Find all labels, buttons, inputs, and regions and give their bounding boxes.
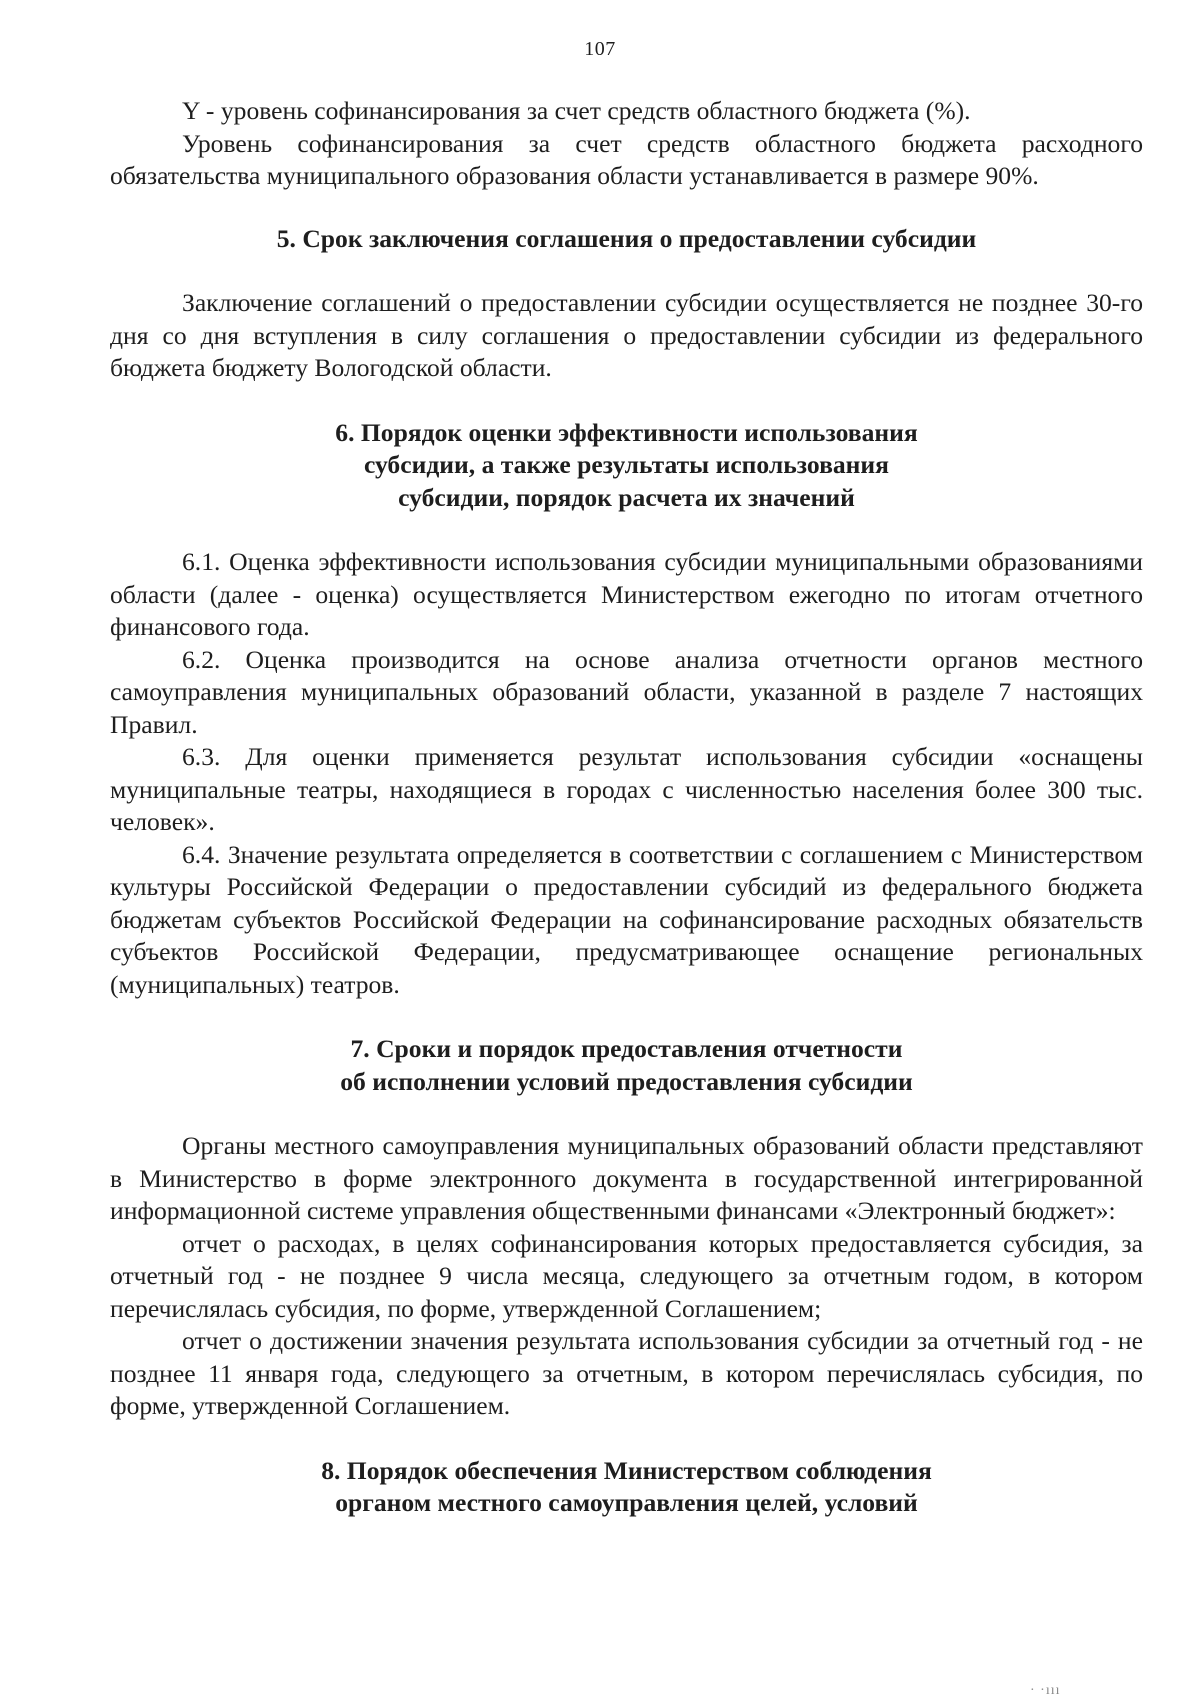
section-6-clause-6-3: 6.3. Для оценки применяется результат использования субсидии «оснащены муниципальные театры, находящиеся в городах с численностью населения более 300 тыс. человек». <box>110 742 1143 836</box>
document-body <box>110 95 1143 1520</box>
section-7-heading-line: 7. Сроки и порядок предоставления отчетности <box>350 1034 903 1063</box>
section-6-clause-6-4: 6.4. Значение результата определяется в соответствии с соглашением с Министерством культуры Российской Федерации о предоставлении субсидий из федерального бюджета бюджетам субъектов Российской Федерации на софинансирование расходных обязательств субъектов Российской Федерации, предусматривающее оснащение региональных (муниципальных) театров. <box>110 839 1143 999</box>
section-7-heading-line: об исполнении условий предоставления субсидии <box>340 1066 913 1096</box>
scan-artifact: · ·ııı <box>1030 1683 1061 1698</box>
section-6-heading-line: субсидии, а также результаты использования <box>363 450 890 479</box>
section-7-heading <box>110 1033 1143 1098</box>
page-number: 107 <box>584 38 616 60</box>
section-6-clause-6-2: 6.2. Оценка производится на основе анализа отчетности органов местного самоуправления муниципальных образований области, указанной в разделе 7 настоящих Правил. <box>110 644 1143 739</box>
section-5-paragraph-1: Заключение соглашений о предоставлении субсидии осуществляется не позднее 30-го дня со дня вступления в силу соглашения о предоставлении субсидии из федерального бюджета бюджету Вологодской области. <box>110 288 1143 382</box>
intro-paragraph-2: Уровень софинансирования за счет средств областного бюджета расходного обязательства муниципального образования области устанавливается в размере 90%. <box>110 128 1143 190</box>
section-5-heading: 5. Срок заключения соглашения о предоставлении субсидии <box>276 223 977 253</box>
section-7-paragraph-2: отчет о расходах, в целях софинансирования которых предоставляется субсидия, за отчетный год - не позднее 9 числа месяца, следующего за отчетным годом, в котором перечислялась субсидия, по форме, утвержденной Соглашением; <box>110 1228 1143 1323</box>
section-6-heading <box>110 417 1143 515</box>
section-8-heading-line: 8. Порядок обеспечения Министерством соблюдения <box>321 1455 932 1485</box>
section-7-paragraph-3: отчет о достижении значения результата использования субсидии за отчетный год - не позднее 11 января года, следующего за отчетным, в котором перечислялась субсидия, по форме, утвержденной Соглашением. <box>110 1326 1143 1420</box>
section-6-clause-6-1: 6.1. Оценка эффективности использования субсидии муниципальными образованиями области (далее - оценка) осуществляется Министерством ежегодно по итогам отчетного финансового года. <box>110 547 1143 641</box>
intro-paragraph-1: Y - уровень софинансирования за счет средств областного бюджета (%). <box>182 96 971 125</box>
section-8-heading-line: органом местного самоуправления целей, условий <box>335 1488 918 1517</box>
section-6-heading-line: 6. Порядок оценки эффективности использования <box>335 417 918 447</box>
section-8-heading <box>110 1455 1143 1520</box>
section-6-heading-line: субсидии, порядок расчета их значений <box>398 482 855 512</box>
section-7-paragraph-1: Органы местного самоуправления муниципальных образований области представляют в Министерство в форме электронного документа в государственной интегрированной информационной системе управления общественными финансами «Электронный бюджет»: <box>110 1131 1143 1225</box>
